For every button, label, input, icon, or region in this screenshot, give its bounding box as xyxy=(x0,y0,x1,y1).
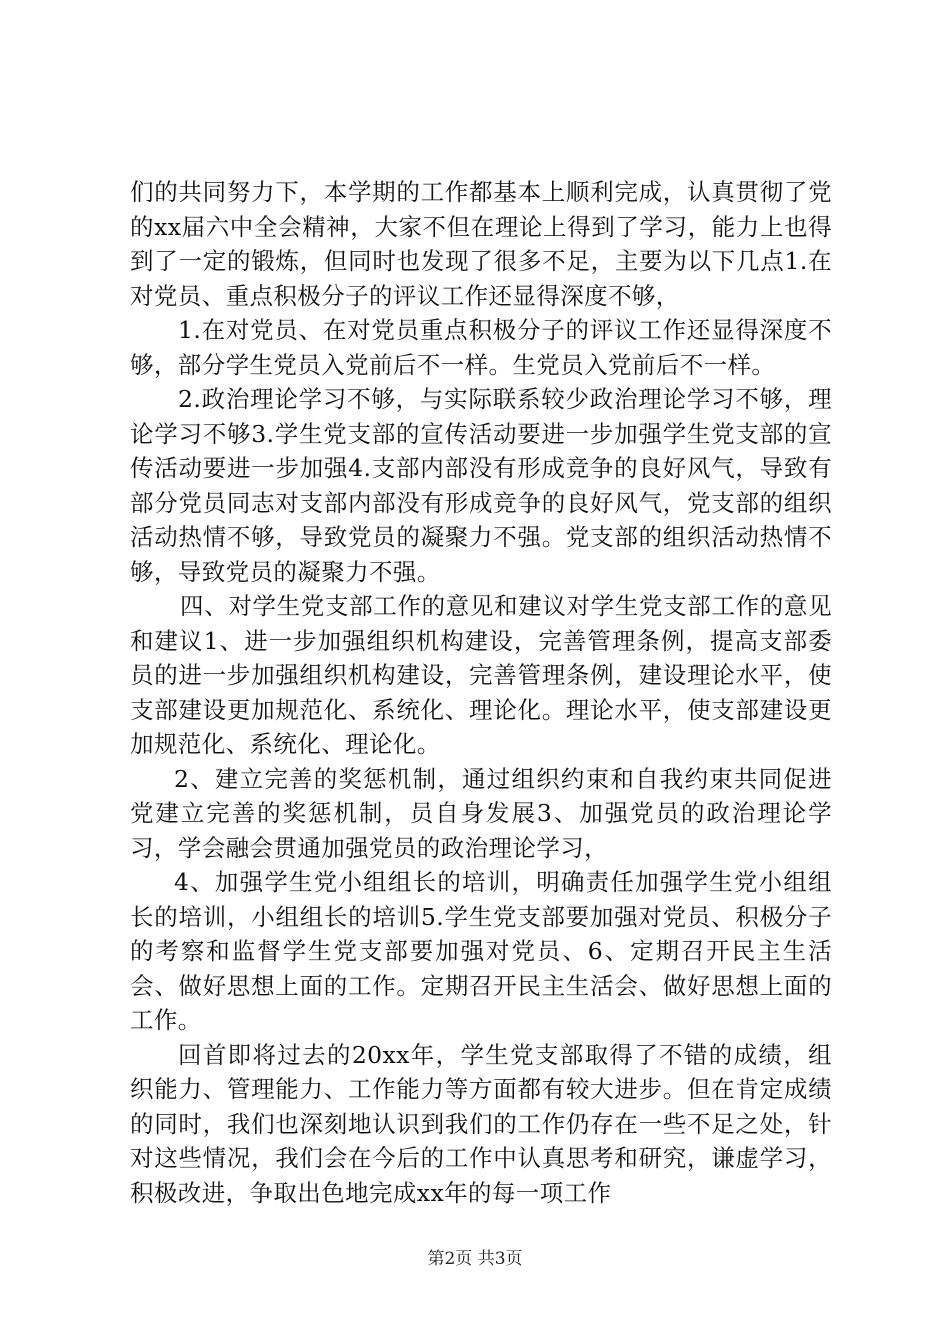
paragraph-suggestion-4: 4、加强学生党小组组长的培训，明确责任加强学生党小组组长的培训，小组组长的培训5.学生党支部要加强对党员、积极分子的考察和监督学生党支部要加强对党员、6、定期召开民主生活会、做好思想上面的工作。定期召开民主生活会、做好思想上面的工作。 xyxy=(130,868,832,1034)
page-number-footer: 第2页 共3页 xyxy=(427,1249,523,1269)
paragraph-intro-continued: 们的共同努力下，本学期的工作都基本上顺利完成，认真贯彻了党的xx届六中全会精神，大家不但在理论上得到了学习，能力上也得到了一定的锻炼，但同时也发现了很多不足，主要为以下几点1.在对党员、重点积极分子的评议工作还显得深度不够， xyxy=(130,178,832,310)
document-body xyxy=(130,175,832,1210)
paragraph-section-4: 四、对学生党支部工作的意见和建议对学生党支部工作的意见和建议1、进一步加强组织机构建设，完善管理条例，提高支部委员的进一步加强组织机构建设，完善管理条例，建设理论水平，使支部建设更加规范化、系统化、理论化。理论水平，使支部建设更加规范化、系统化、理论化。 xyxy=(130,592,832,758)
paragraph-suggestion-2: 2、建立完善的奖惩机制，通过组织约束和自我约束共同促进党建立完善的奖惩机制，员自身发展3、加强党员的政治理论学习，学会融会贯通加强党员的政治理论学习， xyxy=(130,764,832,862)
paragraph-point-2: 2.政治理论学习不够，与实际联系较少政治理论学习不够，理论学习不够3.学生党支部的宣传活动要进一步加强学生党支部的宣传活动要进一步加强4.支部内部没有形成竞争的良好风气，导致有部分党员同志对支部内部没有形成竞争的良好风气，党支部的组织活动热情不够，导致党员的凝聚力不强。党支部的组织活动热情不够，导致党员的凝聚力不强。 xyxy=(130,385,832,586)
paragraph-point-1: 1.在对党员、在对党员重点积极分子的评议工作还显得深度不够，部分学生党员入党前后不一样。生党员入党前后不一样。 xyxy=(130,316,832,379)
paragraph-conclusion: 回首即将过去的20xx年，学生党支部取得了不错的成绩，组织能力、管理能力、工作能力等方面都有较大进步。但在肯定成绩的同时，我们也深刻地认识到我们的工作仍存在一些不足之处，针对这些情况，我们会在今后的工作中认真思考和研究，谦虚学习，积极改进，争取出色地完成xx年的每一项工作 xyxy=(130,1040,832,1207)
